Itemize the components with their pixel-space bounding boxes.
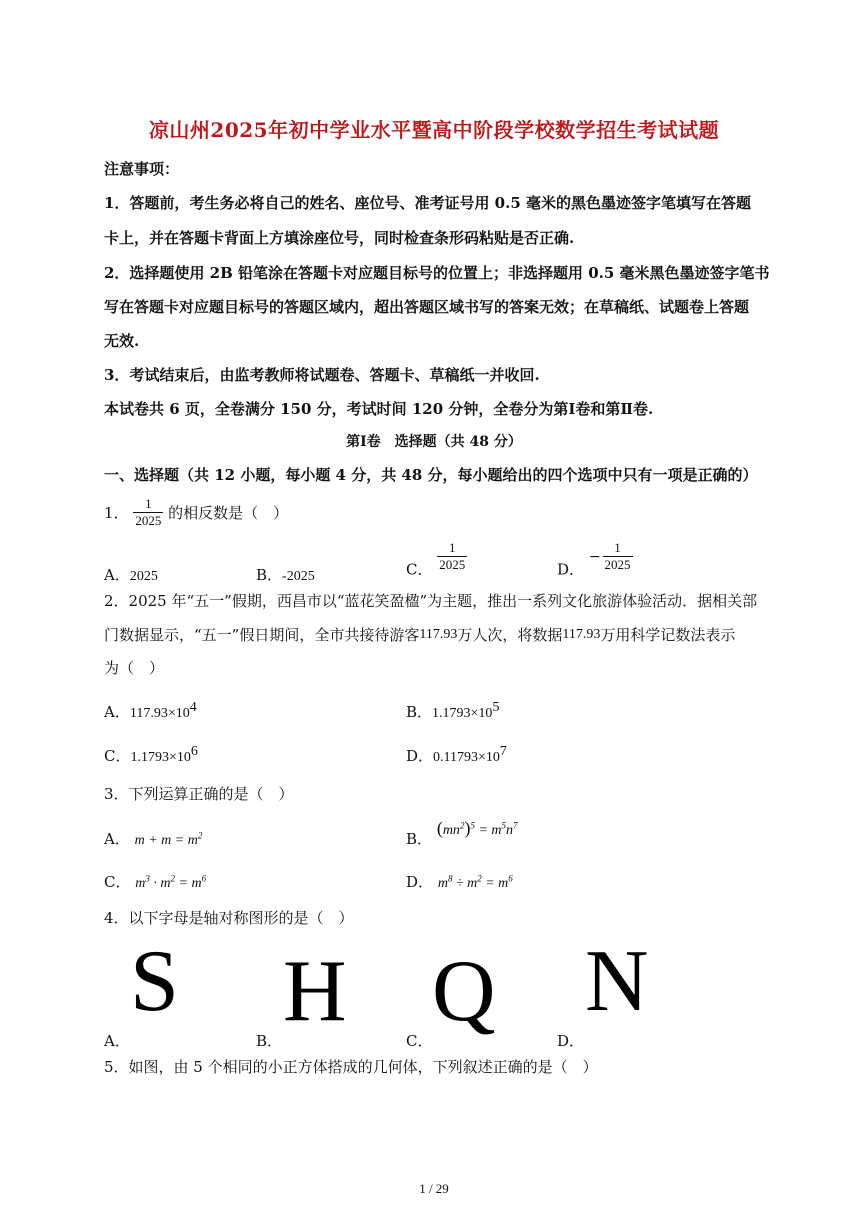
option-label: B． (406, 830, 433, 848)
fraction-denominator: 2025 (135, 513, 162, 528)
question-1 (104, 496, 288, 529)
text-segment: 门数据显示，“五一”假日期间，全市共接待游客 (104, 626, 420, 644)
number-value: 117.93 (419, 627, 458, 642)
option-label: A． (104, 703, 130, 721)
exam-title: 凉山州2025年初中学业水平暨高中阶段学校数学招生考试试题 (148, 118, 720, 142)
question-1-number: 1． (104, 504, 129, 522)
option-value: 2025 (129, 569, 158, 584)
fraction-numerator: 1 (614, 540, 621, 555)
notice-1-line1: 1．答题前，考生务必将自己的姓名、座位号、准考证号用 0.5 毫米的黑色墨迹签字笔填写在答题 (104, 194, 751, 212)
q3-option-a-expression: $m + m = m^2$ (134, 830, 203, 848)
q3-option-b (406, 818, 518, 849)
question-2-line1: 2．2025 年“五一”假期，西昌市以“蓝花笑盈楹”为主题，推出一系列文化旅游体验活动．据相关部 (104, 592, 758, 610)
notice-2-line1: 2．选择题使用 2B 铅笔涂在答题卡对应题目标号的位置上；非选择题用 0.5 毫米黑色墨迹签字笔书 (104, 264, 770, 282)
notice-2-line2: 写在答题卡对应题目标号的答题区域内，超出答题区域书写的答案无效；在草稿纸、试题卷上答题 (104, 298, 750, 316)
q2-option-b (406, 700, 499, 722)
letter-s: S (130, 933, 179, 1030)
page-number: 1 / 29 (419, 1181, 449, 1196)
option-base: 117.93×10 (129, 706, 190, 721)
question-1-text: 的相反数是（ ） (168, 504, 289, 522)
question-5: 5．如图，由 5 个相同的小正方体搭成的几何体，下列叙述正确的是（ ） (104, 1058, 598, 1076)
option-base: 1.1793×10 (432, 706, 493, 721)
option-label: A． (104, 830, 130, 848)
option-base: 0.11793×10 (433, 750, 500, 765)
notice-3: 3．考试结束后，由监考教师将试题卷、答题卡、草稿纸一并收回. (104, 366, 540, 384)
section-heading: 第Ⅰ卷 选择题（共 48 分） (346, 434, 522, 450)
notice-1-line2: 卡上，并在答题卡背面上方填涂座位号，同时检查条形码粘贴是否正确. (104, 229, 575, 247)
q3-option-b-expression: $(mn^2)^5 = m^5n^7$ (436, 818, 518, 838)
exam-info: 本试卷共 6 页，全卷满分 150 分，考试时间 120 分钟，全卷分为第Ⅰ卷和第Ⅱ卷. (104, 400, 654, 418)
option-label: D． (406, 747, 434, 765)
notice-heading: 注意事项： (104, 160, 180, 178)
part-heading: 一、选择题（共 12 小题，每小题 4 分，共 48 分，每小题给出的四个选项中只有一项是正确的） (104, 466, 758, 484)
q4-option-d: D． (557, 1032, 585, 1050)
fraction-denominator: 2025 (439, 557, 466, 572)
option-fraction (437, 540, 467, 573)
option-fraction (603, 540, 633, 573)
option-label: C． (104, 873, 131, 891)
question-3: 3．下列运算正确的是（ ） (104, 785, 294, 803)
option-label: B． (256, 566, 283, 584)
q3-option-c-expression: $m^3 \cdot m^2 = m^6$ (135, 873, 207, 891)
q2-option-c (104, 744, 198, 766)
question-4: 4．以下字母是轴对称图形的是（ ） (104, 909, 354, 927)
option-label: D． (406, 873, 434, 891)
option-value: -2025 (282, 569, 315, 584)
q4-option-c: C． (406, 1032, 433, 1050)
q1-option-d (557, 540, 633, 580)
fraction-numerator: 1 (449, 540, 456, 555)
fraction-numerator: 1 (145, 496, 152, 511)
fraction-denominator: 2025 (604, 557, 631, 572)
option-exponent: 5 (492, 700, 500, 715)
option-base: 1.1793×10 (130, 750, 191, 765)
option-label: A． (104, 566, 130, 584)
q3-option-c (104, 871, 206, 892)
q1-option-a (104, 564, 158, 585)
letter-n: N (585, 933, 649, 1030)
option-label: D． (557, 560, 585, 579)
option-label: B． (406, 703, 433, 721)
notice-2-line3: 无效. (104, 332, 140, 350)
option-exponent: 7 (499, 744, 507, 759)
option-label: C． (406, 560, 433, 579)
question-2-line2 (104, 624, 735, 645)
letter-h: H (283, 943, 347, 1040)
q3-option-a (104, 828, 202, 849)
q1-option-c (406, 540, 467, 580)
option-label: C． (104, 747, 131, 765)
option-negative-fraction (589, 540, 633, 573)
number-value: 117.93 (562, 627, 601, 642)
text-segment: 万用科学记数法表示 (600, 626, 736, 644)
letter-q: Q (432, 943, 496, 1040)
minus-sign: − (588, 548, 601, 565)
q1-option-b (256, 564, 315, 585)
text-segment: 万人次，将数据 (457, 626, 563, 644)
q4-option-a: A． (104, 1032, 130, 1050)
option-exponent: 4 (189, 700, 197, 715)
question-1-fraction (133, 496, 163, 529)
q2-option-a (104, 700, 197, 722)
option-exponent: 6 (190, 744, 198, 759)
q3-option-d-expression: $m^8 \div m^2 = m^6$ (437, 873, 513, 891)
q4-option-b: B． (256, 1032, 283, 1050)
q3-option-d (406, 871, 513, 892)
question-2-line3: 为（ ） (104, 659, 165, 677)
q2-option-d (406, 744, 507, 766)
